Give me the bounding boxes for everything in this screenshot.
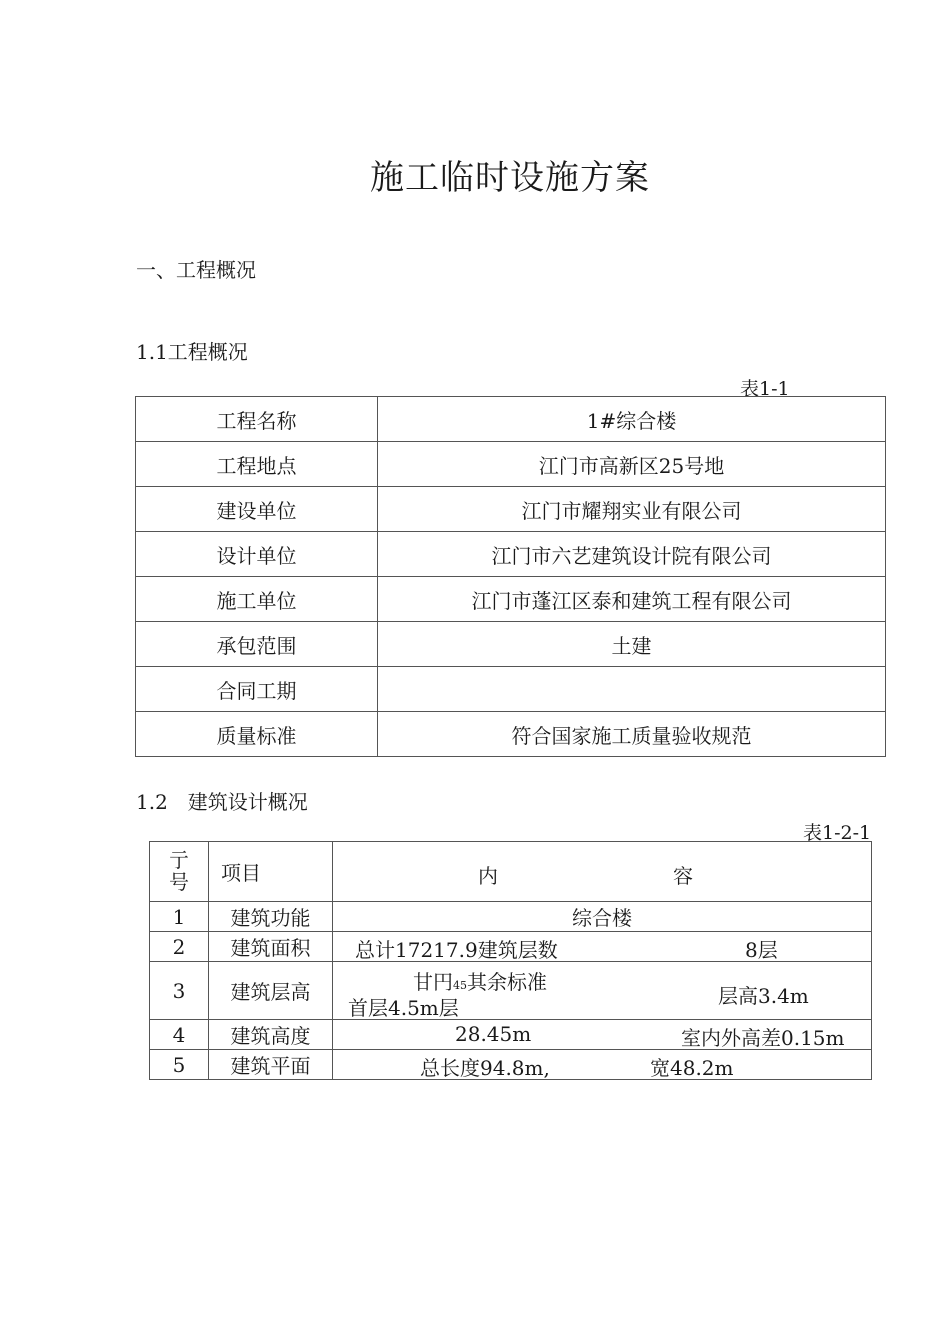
header-item: 项目	[209, 842, 333, 902]
table-row	[136, 487, 886, 532]
field-value: 符合国家施工质量验收规范	[378, 712, 886, 757]
table-row: 1 建筑功能 综合楼	[150, 902, 872, 932]
field-label: 质量标准	[136, 712, 378, 757]
field-value	[378, 667, 886, 712]
table1-caption: 表1-1	[740, 378, 790, 400]
section-heading-1-1: 1.1工程概况	[136, 340, 248, 364]
table-row	[136, 577, 886, 622]
document-title: 施工临时设施方案	[370, 158, 650, 198]
field-value: 江门市蓬江区泰和建筑工程有限公司	[378, 577, 886, 622]
table-row: 2 建筑面积 总计17217.9建筑层数 8层	[150, 932, 872, 962]
field-label: 工程名称	[136, 397, 378, 442]
table-row	[136, 532, 886, 577]
field-label: 合同工期	[136, 667, 378, 712]
field-label: 施工单位	[136, 577, 378, 622]
field-label: 承包范围	[136, 622, 378, 667]
table-header-row	[150, 842, 872, 902]
header-no: 亍号	[150, 842, 209, 902]
field-label: 建设单位	[136, 487, 378, 532]
table-row: 4 建筑高度 28.45m 室内外高差0.15m	[150, 1020, 872, 1050]
field-value: 江门市耀翔实业有限公司	[378, 487, 886, 532]
field-label: 设计单位	[136, 532, 378, 577]
table-row	[136, 397, 886, 442]
table-row	[136, 712, 886, 757]
field-value: 土建	[378, 622, 886, 667]
project-overview-table	[135, 396, 886, 757]
table2-caption: 表1-2-1	[803, 822, 872, 844]
table-row	[136, 442, 886, 487]
table-row: 3 建筑层高 甘円45其余标准 首层4.5m层 层高3.4m	[150, 962, 872, 1020]
field-value: 江门市高新区25号地	[378, 442, 886, 487]
section-heading-1-2: 1.2 建筑设计概况	[136, 790, 308, 814]
section-heading-1: 一、工程概况	[136, 258, 256, 282]
table-row	[136, 622, 886, 667]
building-design-table	[149, 841, 872, 1080]
field-label: 工程地点	[136, 442, 378, 487]
field-value: 江门市六艺建筑设计院有限公司	[378, 532, 886, 577]
header-content: 内 容	[333, 842, 872, 902]
table-row: 5 建筑平面 总长度94.8m, 宽48.2m	[150, 1050, 872, 1080]
table-row	[136, 667, 886, 712]
field-value: 1#综合楼	[378, 397, 886, 442]
